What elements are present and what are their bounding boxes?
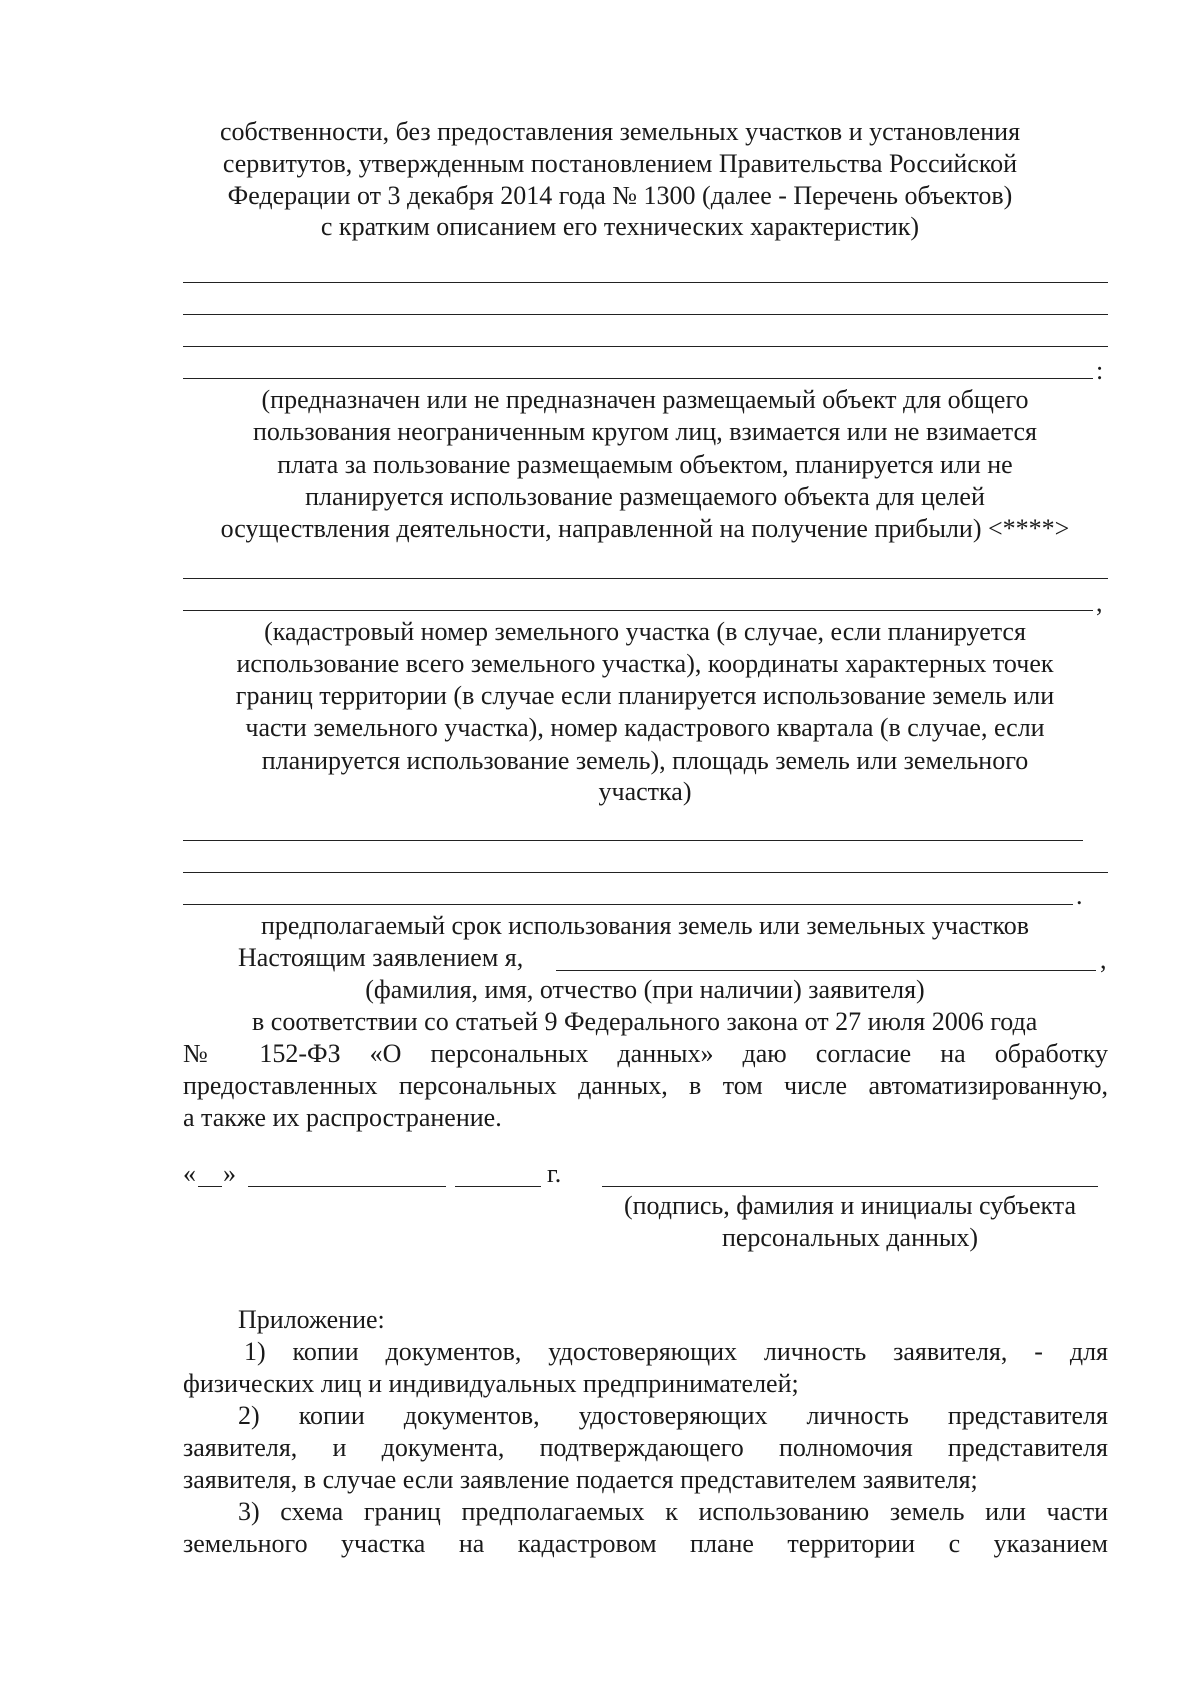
date-quote-open: « [183, 1159, 196, 1188]
date-month-line[interactable] [248, 1186, 446, 1187]
purpose-hint-line: осуществления деятельности, направленной на получение прибыли) <****> [220, 514, 1070, 543]
purpose-line-end: : [1096, 356, 1104, 385]
fill-in-line[interactable] [183, 904, 1073, 905]
intro-line: Федерации от 3 декабря 2014 года № 1300 (далее - Перечень объектов) [227, 181, 1013, 210]
fill-in-line[interactable] [183, 610, 1093, 611]
purpose-hint-line: пользования неограниченным кругом лиц, взимается или не взимается [253, 417, 1037, 446]
cadastral-hint-line: использование всего земельного участка), координаты характерных точек [236, 649, 1054, 678]
signature-line[interactable] [602, 1186, 1098, 1187]
fill-in-line[interactable] [183, 840, 1083, 841]
applicant-name-line[interactable] [556, 970, 1096, 971]
cadastral-hint-line: части земельного участка), номер кадастрового квартала (в случае, если [245, 713, 1045, 742]
signature-hint-line: (подпись, фамилия и инициалы субъекта [623, 1191, 1076, 1220]
date-day-line[interactable] [198, 1186, 222, 1187]
appendix-item-line: заявителя, в случае если заявление подается представителем заявителя; [183, 1465, 978, 1494]
purpose-hint-line: планируется использование размещаемого объекта для целей [305, 482, 985, 511]
fill-in-line[interactable] [183, 578, 1108, 579]
consent-name-end: , [1100, 945, 1107, 974]
fill-in-line[interactable] [183, 346, 1108, 347]
appendix-item-line: 2) копии документов, удостоверяющих личность представителя [238, 1401, 1108, 1430]
appendix-item-line: земельного участка на кадастровом плане территории с указанием [183, 1529, 1108, 1558]
date-year-suffix: г. [547, 1159, 562, 1188]
appendix-item-line: 1) копии документов, удостоверяющих личность заявителя, - для [244, 1337, 1108, 1366]
fill-in-line[interactable] [183, 314, 1108, 315]
cadastral-hint-line: границ территории (в случае если планируется использование земель или [235, 681, 1055, 710]
term-line-end: . [1076, 881, 1083, 910]
appendix-item-line: 3) схема границ предполагаемых к использованию земель или части [238, 1497, 1108, 1526]
fill-in-line[interactable] [183, 872, 1108, 873]
appendix-item-line: заявителя, и документа, подтверждающего полномочия представителя [183, 1433, 1108, 1462]
intro-line: с кратким описанием его технических характеристик) [320, 212, 920, 241]
consent-text-line: № 152-ФЗ «О персональных данных» даю согласие на обработку [183, 1039, 1108, 1068]
date-year-line[interactable] [455, 1186, 541, 1187]
cadastral-hint-line: планируется использование земель), площадь земель или земельного [261, 746, 1029, 775]
term-hint: предполагаемый срок использования земель или земельных участков [261, 911, 1029, 940]
purpose-hint-line: плата за пользование размещаемым объектом, планируется или не [277, 450, 1013, 479]
fill-in-line[interactable] [183, 282, 1108, 283]
consent-text-line: в соответствии со статьей 9 Федерального закона от 27 июля 2006 года [252, 1007, 1038, 1036]
appendix-title: Приложение: [238, 1305, 385, 1334]
cadastral-line-end: , [1096, 588, 1103, 617]
signature-hint-line: персональных данных) [721, 1223, 979, 1252]
cadastral-hint-line: участка) [598, 777, 692, 806]
consent-prefix: Настоящим заявлением я, [238, 943, 524, 972]
intro-line: сервитутов, утвержденным постановлением Правительства Российской [222, 149, 1018, 178]
date-quote-close: » [223, 1159, 236, 1188]
appendix-item-line: физических лиц и индивидуальных предпринимателей; [183, 1369, 799, 1398]
cadastral-hint-line: (кадастровый номер земельного участка (в случае, если планируется [264, 617, 1026, 646]
purpose-hint-line: (предназначен или не предназначен размещаемый объект для общего [261, 385, 1029, 414]
consent-text-line: предоставленных персональных данных, в том числе автоматизированную, [183, 1071, 1108, 1100]
name-hint: (фамилия, имя, отчество (при наличии) заявителя) [365, 975, 925, 1004]
intro-line: собственности, без предоставления земельных участков и установления [219, 117, 1021, 146]
consent-text-line: а также их распространение. [183, 1103, 502, 1132]
fill-in-line[interactable] [183, 378, 1093, 379]
